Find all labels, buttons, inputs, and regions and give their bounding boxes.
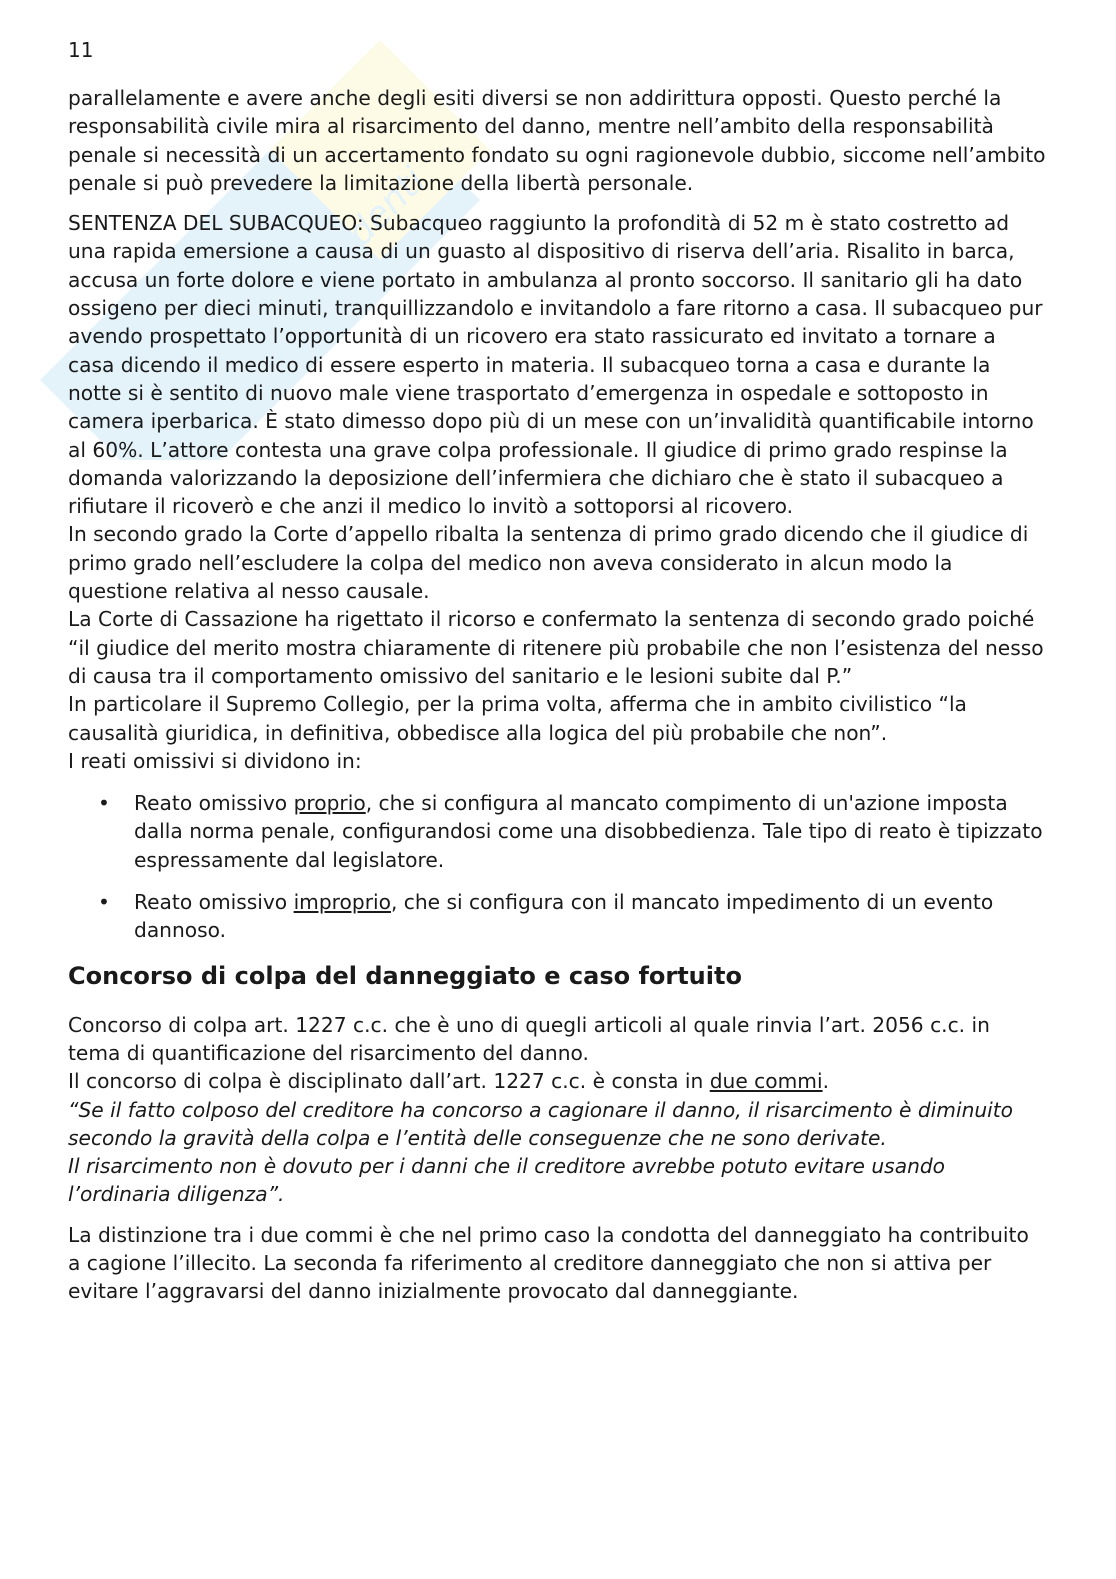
paragraph-concorso-1: Concorso di colpa art. 1227 c.c. che è uno di quegli articoli al quale rinvia l’art. 2056 c.c. in tema di quantificazione del risarcimento del danno.	[68, 1012, 990, 1065]
underlined-term: improprio	[293, 890, 391, 915]
paragraph-concorso-2: Il concorso di colpa è disciplinato dall’art. 1227 c.c. è consta in due commi.	[68, 1069, 829, 1094]
paragraph-secondo-grado: In secondo grado la Corte d’appello ribalta la sentenza di primo grado dicendo che il giudice di primo grado nell’escludere la colpa del medico non aveva considerato in alcun modo la questione relativa al nesso causale.	[68, 522, 1029, 604]
list-item: • Reato omissivo proprio, che si configura al mancato compimento di un'azione imposta dalla norma penale, configurandosi come una disobbedienza. Tale tipo di reato è tipizzato espressamente dal legislatore.	[98, 791, 1043, 872]
quote-comma-1: “Se il fatto colposo del creditore ha concorso a cagionare il danno, il risarcimento è diminuito secondo la gravità della colpa e l’entità delle conseguenze che ne sono derivate.	[68, 1097, 1014, 1150]
paragraph-sentenza: SENTENZA DEL SUBACQUEO: Subacqueo raggiunto la profondità di 52 m è stato costretto ad una rapida emersione a causa di un guasto al dispositivo di riserva dell’aria. Risalito in barca, accusa un forte dolore e viene portato in ambulanza al pronto soccorso. Il sanitario gli ha dato ossigeno per dieci minuti, tranquillizzandolo e invitandolo a fare ritorno a casa. Il subacqueo pur avendo prospettato l’opportunità di un ricovero era stato rassicurato ed invitato a tornare a casa dicendo il medico di essere esperto in materia. Il subacqueo torna a casa e durante la notte si è sentito di nuovo male viene trasportato d’emergenza in ospedale e sottoposto in camera iperbarica. È stato dimesso dopo più di un mese con un’invalidità quantificabile intorno al 60%. L’attore contesta una grave colpa professionale. Il giudice di primo grado respinse la domanda valorizzando la deposizione dell’infermiera che dichiaro che è stato il subacqueo a rifiutare il ricoverò e che anzi il medico lo invitò a sottoporsi al ricovero.	[68, 211, 1043, 519]
paragraph-distinzione: La distinzione tra i due commi è che nel primo caso la condotta del danneggiato ha contribuito a cagione l’illecito. La seconda fa riferimento al creditore danneggiato che non si attiva per evitare l’aggravarsi del danno inizialmente provocato dal danneggiante.	[68, 1222, 1029, 1304]
bullet-icon: •	[98, 791, 110, 816]
underlined-term: proprio	[293, 791, 366, 816]
reati-list	[68, 789, 1046, 944]
quote-comma-2: Il risarcimento non è dovuto per i danni che il creditore avrebbe potuto evitare usando l’ordinaria diligenza”.	[68, 1154, 946, 1207]
paragraph-reati-intro: I reati omissivi si dividono in:	[68, 748, 362, 773]
paragraph-supremo-collegio: In particolare il Supremo Collegio, per la prima volta, afferma che in ambito civilistico “la causalità giuridica, in definitiva, obbedisce alla logica del più probabile che non”.	[68, 692, 967, 745]
list-item: • Reato omissivo improprio, che si configura con il mancato impedimento di un evento dannoso.	[98, 890, 994, 943]
bullet-icon: •	[98, 890, 110, 915]
watermark-text: Studenti	[297, 160, 434, 297]
paragraph-cassazione: La Corte di Cassazione ha rigettato il ricorso e confermato la sentenza di secondo grado poiché “il giudice del merito mostra chiaramente di ritenere più probabile che non l’esistenza del nesso di causa tra il comportamento omissivo del sanitario e le lesioni subite dal P.”	[68, 607, 1044, 688]
paragraph-1: parallelamente e avere anche degli esiti diversi se non addirittura opposti. Questo perché la responsabilità civile mira al risarcimento del danno, mentre nell’ambito della responsabilità penale si necessità di un accertamento fondato su ogni ragionevole dubbio, siccome nell’ambito penale si può prevedere la limitazione della libertà personale.	[68, 86, 1046, 195]
underlined-term: due commi	[709, 1069, 823, 1094]
document-body	[68, 84, 1046, 1306]
section-heading: Concorso di colpa del danneggiato e caso fortuito	[68, 961, 742, 990]
page-number: 11	[68, 38, 94, 62]
